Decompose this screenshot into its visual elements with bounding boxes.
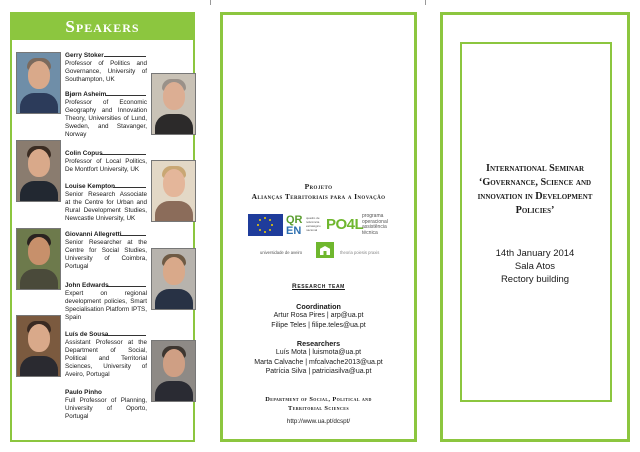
fold-mark bbox=[210, 0, 211, 5]
speaker-description: Senior Research Associate at the Centre for Urban and Rural Development Studies, Newcastle University, UK bbox=[65, 191, 147, 222]
sponsor-logos bbox=[248, 212, 398, 267]
university-logo: universidade de aveiro bbox=[260, 250, 303, 255]
cover-inner-frame bbox=[460, 42, 612, 402]
researchers-section bbox=[223, 339, 414, 377]
speakers-heading: Speakers bbox=[12, 14, 193, 40]
speaker-photo-colin-copus bbox=[16, 140, 61, 202]
name-rule bbox=[104, 56, 146, 57]
name-rule bbox=[106, 286, 146, 287]
speaker-photo-bjorn-asheim bbox=[151, 73, 196, 135]
speaker-description: Senior Researcher at the Centre for Social Studies, University of Coimbra, Portugal bbox=[65, 239, 147, 270]
speaker-description: Professor of Politics and Governance, University of Southampton, UK bbox=[65, 60, 147, 83]
name-rule bbox=[104, 335, 146, 336]
event-details bbox=[445, 247, 625, 286]
researchers-heading: Researchers bbox=[296, 339, 341, 348]
coordination-heading: Coordination bbox=[296, 302, 341, 311]
university-emblem-icon bbox=[316, 242, 334, 258]
qren-logo: QR EN quadro de referência estratégico nacional bbox=[286, 214, 321, 237]
project-label: Projeto bbox=[304, 182, 333, 191]
researcher-line: Patrícia Silva | patriciasilva@ua.pt bbox=[265, 368, 372, 375]
speaker-photo-luis-de-sousa bbox=[16, 315, 61, 377]
department-url-link[interactable]: http://www.ua.pt/dcspt/ bbox=[286, 418, 351, 425]
speaker-entry bbox=[65, 231, 147, 271]
coordinator-line: Artur Rosa Pires | arp@ua.pt bbox=[273, 312, 364, 319]
speaker-name: Giovanni Allegretti bbox=[65, 231, 122, 238]
speaker-photo-john-edwards bbox=[151, 248, 196, 310]
event-room: Sala Atos bbox=[514, 261, 556, 272]
speaker-name: Colin Copus bbox=[65, 150, 103, 157]
speaker-photo-louise-kempton bbox=[151, 160, 196, 222]
researcher-line: Luís Mota | luismota@ua.pt bbox=[275, 349, 362, 356]
speaker-entry bbox=[65, 91, 147, 139]
name-rule bbox=[100, 154, 146, 155]
event-building: Rectory building bbox=[500, 274, 570, 285]
researcher-line: Marta Calvache | mfcalvache2013@ua.pt bbox=[254, 358, 383, 366]
speaker-description: Professor of Local Politics, De Montfort University, UK bbox=[65, 158, 147, 173]
department-name: Department of Social, Political and Territorial Sciences bbox=[265, 396, 372, 412]
speaker-photo-paulo-pinho bbox=[151, 340, 196, 402]
speaker-name: Luís de Sousa bbox=[65, 331, 109, 338]
coordination-section bbox=[223, 302, 414, 330]
project-heading bbox=[223, 182, 414, 202]
research-team-heading: Research team bbox=[292, 283, 345, 290]
speaker-photo-giovanni-allegretti bbox=[16, 228, 61, 290]
speaker-entry bbox=[65, 183, 147, 223]
speaker-name: Paulo Pinho bbox=[65, 389, 102, 396]
speaker-name: Bjørn Asheim bbox=[65, 91, 107, 98]
speaker-name: John Edwards bbox=[65, 282, 109, 289]
event-date: 14th January 2014 bbox=[495, 248, 575, 259]
speaker-entry bbox=[65, 282, 147, 322]
speaker-name: Louise Kempton bbox=[65, 183, 116, 190]
speaker-description: Professor of Economic Geography and Innovation Theory, Universities of Lund, Sweden, and Stavanger, Norway bbox=[65, 99, 147, 138]
name-rule bbox=[113, 187, 146, 188]
name-rule bbox=[120, 235, 146, 236]
speaker-description: Full Professor of Planning, University of Oporto, Portugal bbox=[65, 397, 147, 420]
po4l-logo: PO4L bbox=[326, 216, 364, 233]
speaker-description: Expert on regional development policies, Smart Specialisation Platform IPTS, Spain bbox=[65, 290, 147, 321]
speaker-name: Gerry Stoker bbox=[65, 52, 104, 59]
speaker-description: Assistant Professor at the Department of Social, Political and Territorial Sciences, University of Aveiro, Portugal bbox=[65, 339, 147, 378]
speaker-entry bbox=[65, 331, 147, 379]
university-tagline: theoria poiesis praxis bbox=[340, 250, 380, 255]
speaker-entry bbox=[65, 389, 147, 421]
eu-flag-icon bbox=[248, 214, 283, 236]
fold-mark bbox=[425, 0, 426, 5]
po4l-caption: programa operacional assistência técnica bbox=[362, 213, 388, 236]
project-name: Alianças Territoriais para a Inovação bbox=[251, 192, 386, 201]
name-rule bbox=[106, 95, 146, 96]
coordinator-line: Filipe Teles | filipe.teles@ua.pt bbox=[271, 321, 366, 329]
speaker-photo-gerry-stoker bbox=[16, 52, 61, 114]
seminar-title: International Seminar ‘Governance, Science and innovation in Development Policies’ bbox=[477, 163, 593, 216]
